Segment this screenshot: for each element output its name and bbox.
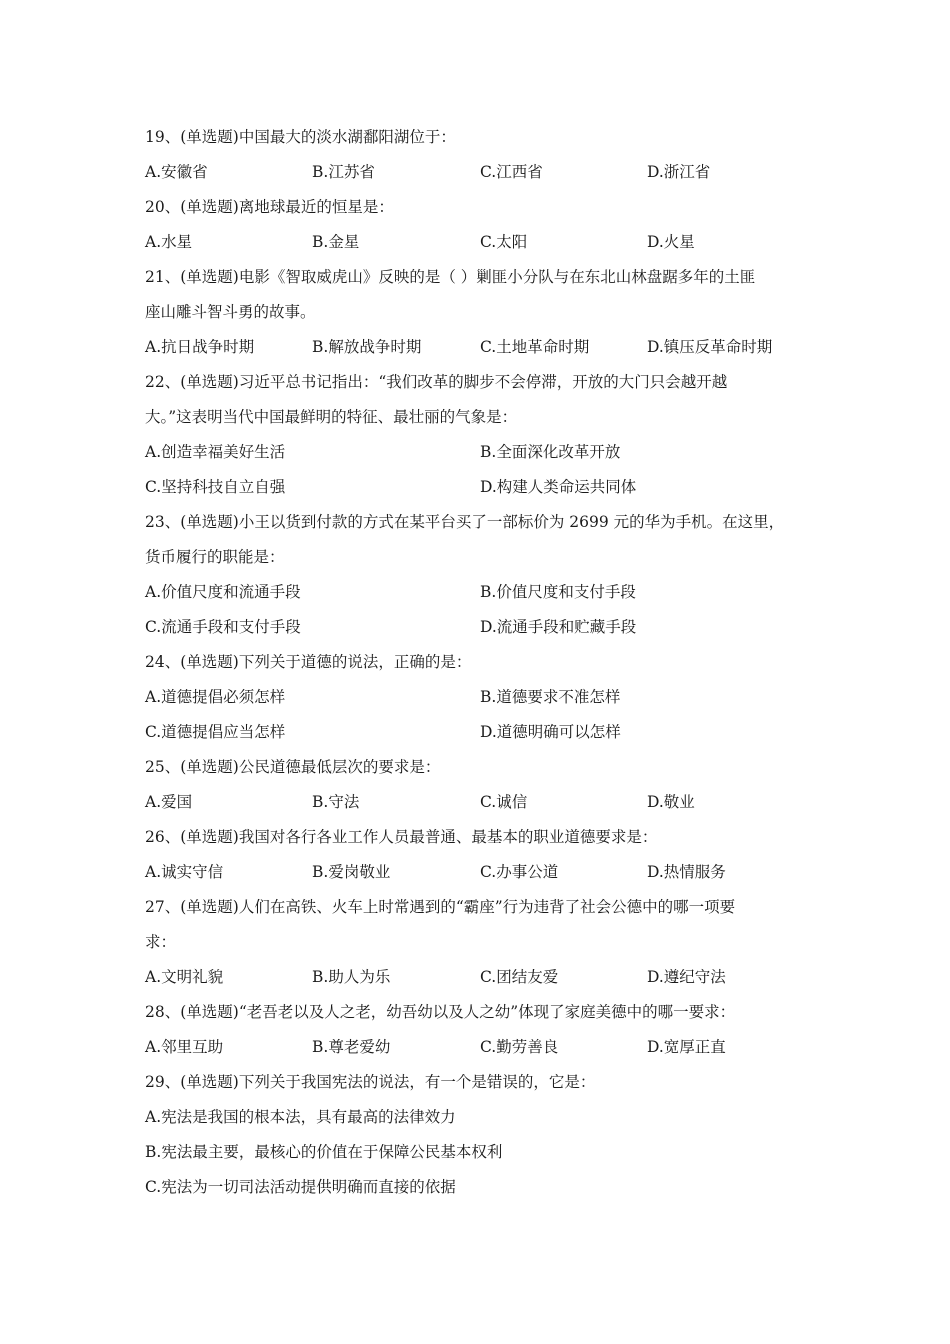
question-28-option-c: C.勤劳善良 bbox=[480, 1038, 559, 1056]
question-22-options-row-1 bbox=[145, 435, 825, 470]
question-29-option-a: A.宪法是我国的根本法，具有最高的法律效力 bbox=[145, 1108, 456, 1126]
question-27-option-c: C.团结友爱 bbox=[480, 968, 559, 986]
question-25-options bbox=[145, 785, 825, 820]
question-24-options-row-2 bbox=[145, 715, 825, 750]
question-28-option-b: B.尊老爱幼 bbox=[312, 1038, 391, 1056]
question-21-options bbox=[145, 330, 825, 365]
question-24-options-row-1 bbox=[145, 680, 825, 715]
question-22-option-d: D.构建人类命运共同体 bbox=[480, 478, 637, 496]
question-22-option-c: C.坚持科技自立自强 bbox=[145, 478, 286, 496]
question-22-option-b: B.全面深化改革开放 bbox=[480, 443, 621, 461]
question-22-option-a: A.创造幸福美好生活 bbox=[145, 443, 286, 461]
question-24-option-c: C.道德提倡应当怎样 bbox=[145, 723, 286, 741]
question-26-option-a: A.诚实守信 bbox=[145, 863, 224, 881]
question-25-option-d: D.敬业 bbox=[647, 793, 695, 811]
question-23-title-line-2: 货币履行的职能是： bbox=[145, 548, 285, 566]
question-21-option-c: C.土地革命时期 bbox=[480, 338, 590, 356]
question-26-option-b: B.爱岗敬业 bbox=[312, 863, 391, 881]
question-29-title: 29、(单选题)下列关于我国宪法的说法，有一个是错误的，它是： bbox=[145, 1073, 596, 1091]
question-23-options-row-1 bbox=[145, 575, 825, 610]
question-19-option-b: B.江苏省 bbox=[312, 163, 375, 181]
question-28-title: 28、(单选题)“老吾老以及人之老，幼吾幼以及人之幼”体现了家庭美德中的哪一要求： bbox=[145, 1003, 736, 1021]
question-20-option-a: A.水星 bbox=[145, 233, 193, 251]
question-19-option-d: D.浙江省 bbox=[647, 163, 711, 181]
question-29-option-c: C.宪法为一切司法活动提供明确而直接的依据 bbox=[145, 1178, 456, 1196]
question-22-title-line-1: 22、(单选题)习近平总书记指出：“我们改革的脚步不会停滞，开放的大门只会越开越 bbox=[145, 373, 728, 391]
question-23-option-d: D.流通手段和贮藏手段 bbox=[480, 618, 637, 636]
question-27-option-d: D.遵纪守法 bbox=[647, 968, 726, 986]
question-25-option-c: C.诚信 bbox=[480, 793, 528, 811]
question-28-options bbox=[145, 1030, 825, 1065]
question-25-title: 25、(单选题)公民道德最低层次的要求是： bbox=[145, 758, 441, 776]
question-19-options bbox=[145, 155, 825, 190]
question-23-option-a: A.价值尺度和流通手段 bbox=[145, 583, 301, 601]
question-23-options-row-2 bbox=[145, 610, 825, 645]
question-19-option-a: A.安徽省 bbox=[145, 163, 208, 181]
question-26-option-c: C.办事公道 bbox=[480, 863, 559, 881]
question-23-option-c: C.流通手段和支付手段 bbox=[145, 618, 301, 636]
question-21-option-a: A.抗日战争时期 bbox=[145, 338, 255, 356]
question-29-option-b: B.宪法最主要，最核心的价值在于保障公民基本权利 bbox=[145, 1143, 503, 1161]
question-24-option-d: D.道德明确可以怎样 bbox=[480, 723, 621, 741]
question-22-options-row-2 bbox=[145, 470, 825, 505]
question-26-option-d: D.热情服务 bbox=[647, 863, 726, 881]
question-28-option-a: A.邻里互助 bbox=[145, 1038, 224, 1056]
question-24-title: 24、(单选题)下列关于道德的说法，正确的是： bbox=[145, 653, 472, 671]
question-20-options bbox=[145, 225, 825, 260]
question-19-title: 19、(单选题)中国最大的淡水湖鄱阳湖位于： bbox=[145, 128, 456, 146]
question-21-title-line-2: 座山雕斗智斗勇的故事。 bbox=[145, 303, 316, 321]
question-26-title: 26、(单选题)我国对各行各业工作人员最普通、最基本的职业道德要求是： bbox=[145, 828, 658, 846]
question-21-title-line-1: 21、(单选题)电影《智取威虎山》反映的是（ ）剿匪小分队与在东北山林盘踞多年的土匪 bbox=[145, 268, 756, 286]
question-25-option-a: A.爱国 bbox=[145, 793, 193, 811]
question-28-option-d: D.宽厚正直 bbox=[647, 1038, 726, 1056]
question-23-option-b: B.价值尺度和支付手段 bbox=[480, 583, 636, 601]
question-27-option-b: B.助人为乐 bbox=[312, 968, 391, 986]
question-22-title-line-2: 大。”这表明当代中国最鲜明的特征、最壮丽的气象是： bbox=[145, 408, 518, 426]
question-20-title: 20、(单选题)离地球最近的恒星是： bbox=[145, 198, 394, 216]
question-25-option-b: B.守法 bbox=[312, 793, 360, 811]
question-19-option-c: C.江西省 bbox=[480, 163, 543, 181]
question-26-options bbox=[145, 855, 825, 890]
question-24-option-b: B.道德要求不准怎样 bbox=[480, 688, 621, 706]
question-21-option-d: D.镇压反革命时期 bbox=[647, 338, 773, 356]
question-27-title-line-2: 求： bbox=[145, 933, 177, 951]
question-20-option-c: C.太阳 bbox=[480, 233, 528, 251]
question-27-option-a: A.文明礼貌 bbox=[145, 968, 224, 986]
question-23-title-line-1: 23、(单选题)小王以货到付款的方式在某平台买了一部标价为 2699 元的华为手机。在这里， bbox=[145, 513, 785, 531]
question-24-option-a: A.道德提倡必须怎样 bbox=[145, 688, 286, 706]
question-21-option-b: B.解放战争时期 bbox=[312, 338, 422, 356]
document-page bbox=[145, 120, 825, 1205]
question-27-title-line-1: 27、(单选题)人们在高铁、火车上时常遇到的“霸座”行为违背了社会公德中的哪一项要 bbox=[145, 898, 736, 916]
question-20-option-b: B.金星 bbox=[312, 233, 360, 251]
question-27-options bbox=[145, 960, 825, 995]
question-20-option-d: D.火星 bbox=[647, 233, 695, 251]
